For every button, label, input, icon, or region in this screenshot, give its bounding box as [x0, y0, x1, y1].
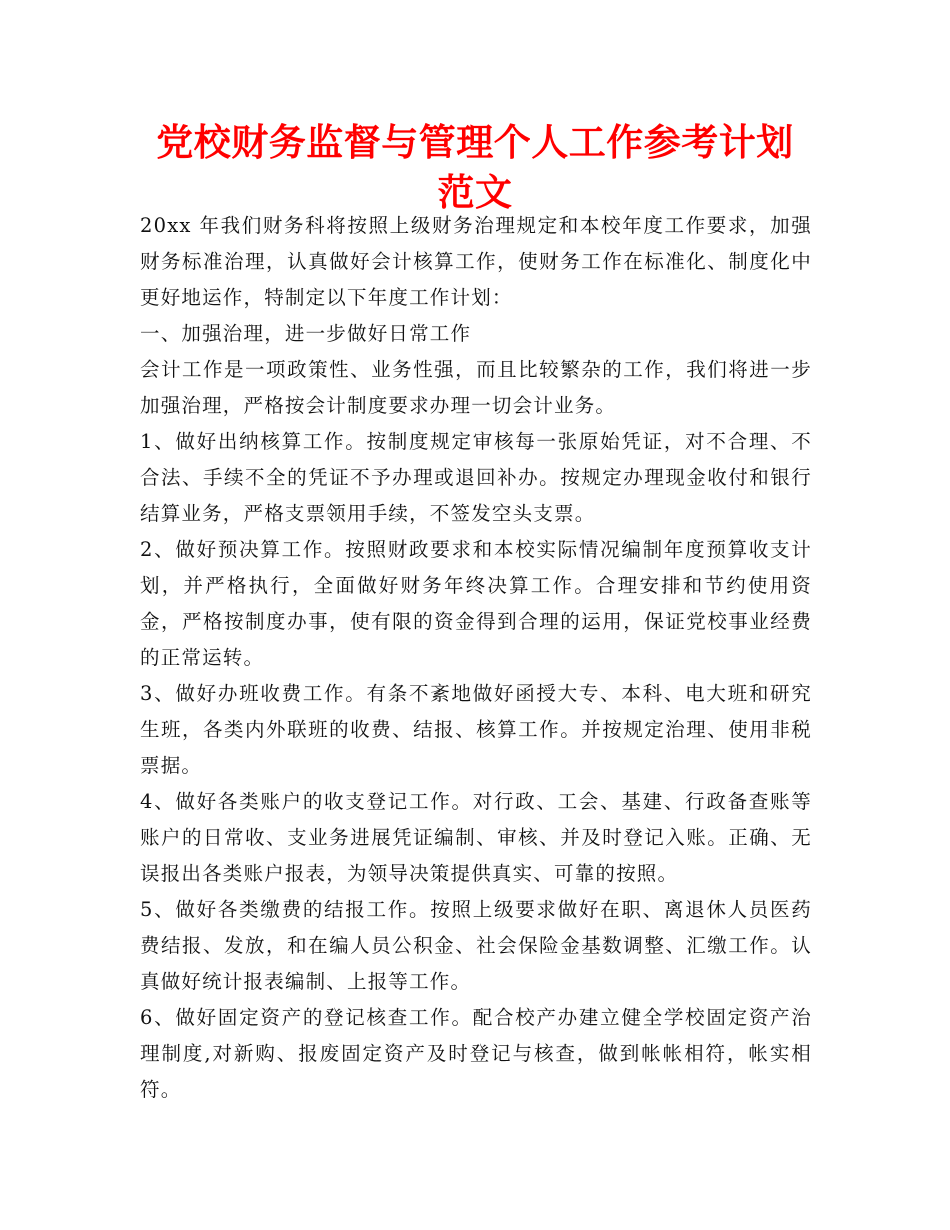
list-item-4: 4、做好各类账户的收支登记工作。对行政、工会、基建、行政备查账等账户的日常收、支业务进展凭证编制、审核、并及时登记入账。正确、无误报出各类账户报表，为领导决策提供真实、可靠的按照。 [140, 790, 812, 885]
section-heading: 一、加强治理，进一步做好日常工作 [140, 322, 472, 345]
document-body [140, 208, 812, 1108]
list-item-2: 2、做好预决算工作。按照财政要求和本校实际情况编制年度预算收支计划，并严格执行，全面做好财务年终决算工作。合理安排和节约使用资金，严格按制度办事，使有限的资金得到合理的运用，保证党校事业经费的正常运转。 [140, 538, 812, 669]
body-paragraph: 会计工作是一项政策性、业务性强，而且比较繁杂的工作，我们将进一步加强治理，严格按会计制度要求办理一切会计业务。 [140, 358, 812, 417]
list-item-3: 3、做好办班收费工作。有条不紊地做好函授大专、本科、电大班和研究生班，各类内外联班的收费、结报、核算工作。并按规定治理、使用非税票据。 [140, 682, 812, 777]
document-title: 党校财务监督与管理个人工作参考计划范文 [156, 121, 794, 214]
list-item-6: 6、做好固定资产的登记核查工作。配合校产办建立健全学校固定资产治理制度,对新购、报废固定资产及时登记与核查，做到帐帐相符，帐实相符。 [140, 1006, 812, 1101]
list-item-5: 5、做好各类缴费的结报工作。按照上级要求做好在职、离退休人员医药费结报、发放，和在编人员公积金、社会保险金基数调整、汇缴工作。认真做好统计报表编制、上报等工作。 [140, 898, 812, 993]
intro-paragraph: 20xx 年我们财务科将按照上级财务治理规定和本校年度工作要求，加强财务标准治理，认真做好会计核算工作，使财务工作在标准化、制度化中更好地运作，特制定以下年度工作计划： [140, 214, 812, 309]
list-item-1: 1、做好出纳核算工作。按制度规定审核每一张原始凭证，对不合理、不合法、手续不全的凭证不予办理或退回补办。按规定办理现金收付和银行结算业务，严格支票领用手续，不签发空头支票。 [140, 430, 812, 525]
